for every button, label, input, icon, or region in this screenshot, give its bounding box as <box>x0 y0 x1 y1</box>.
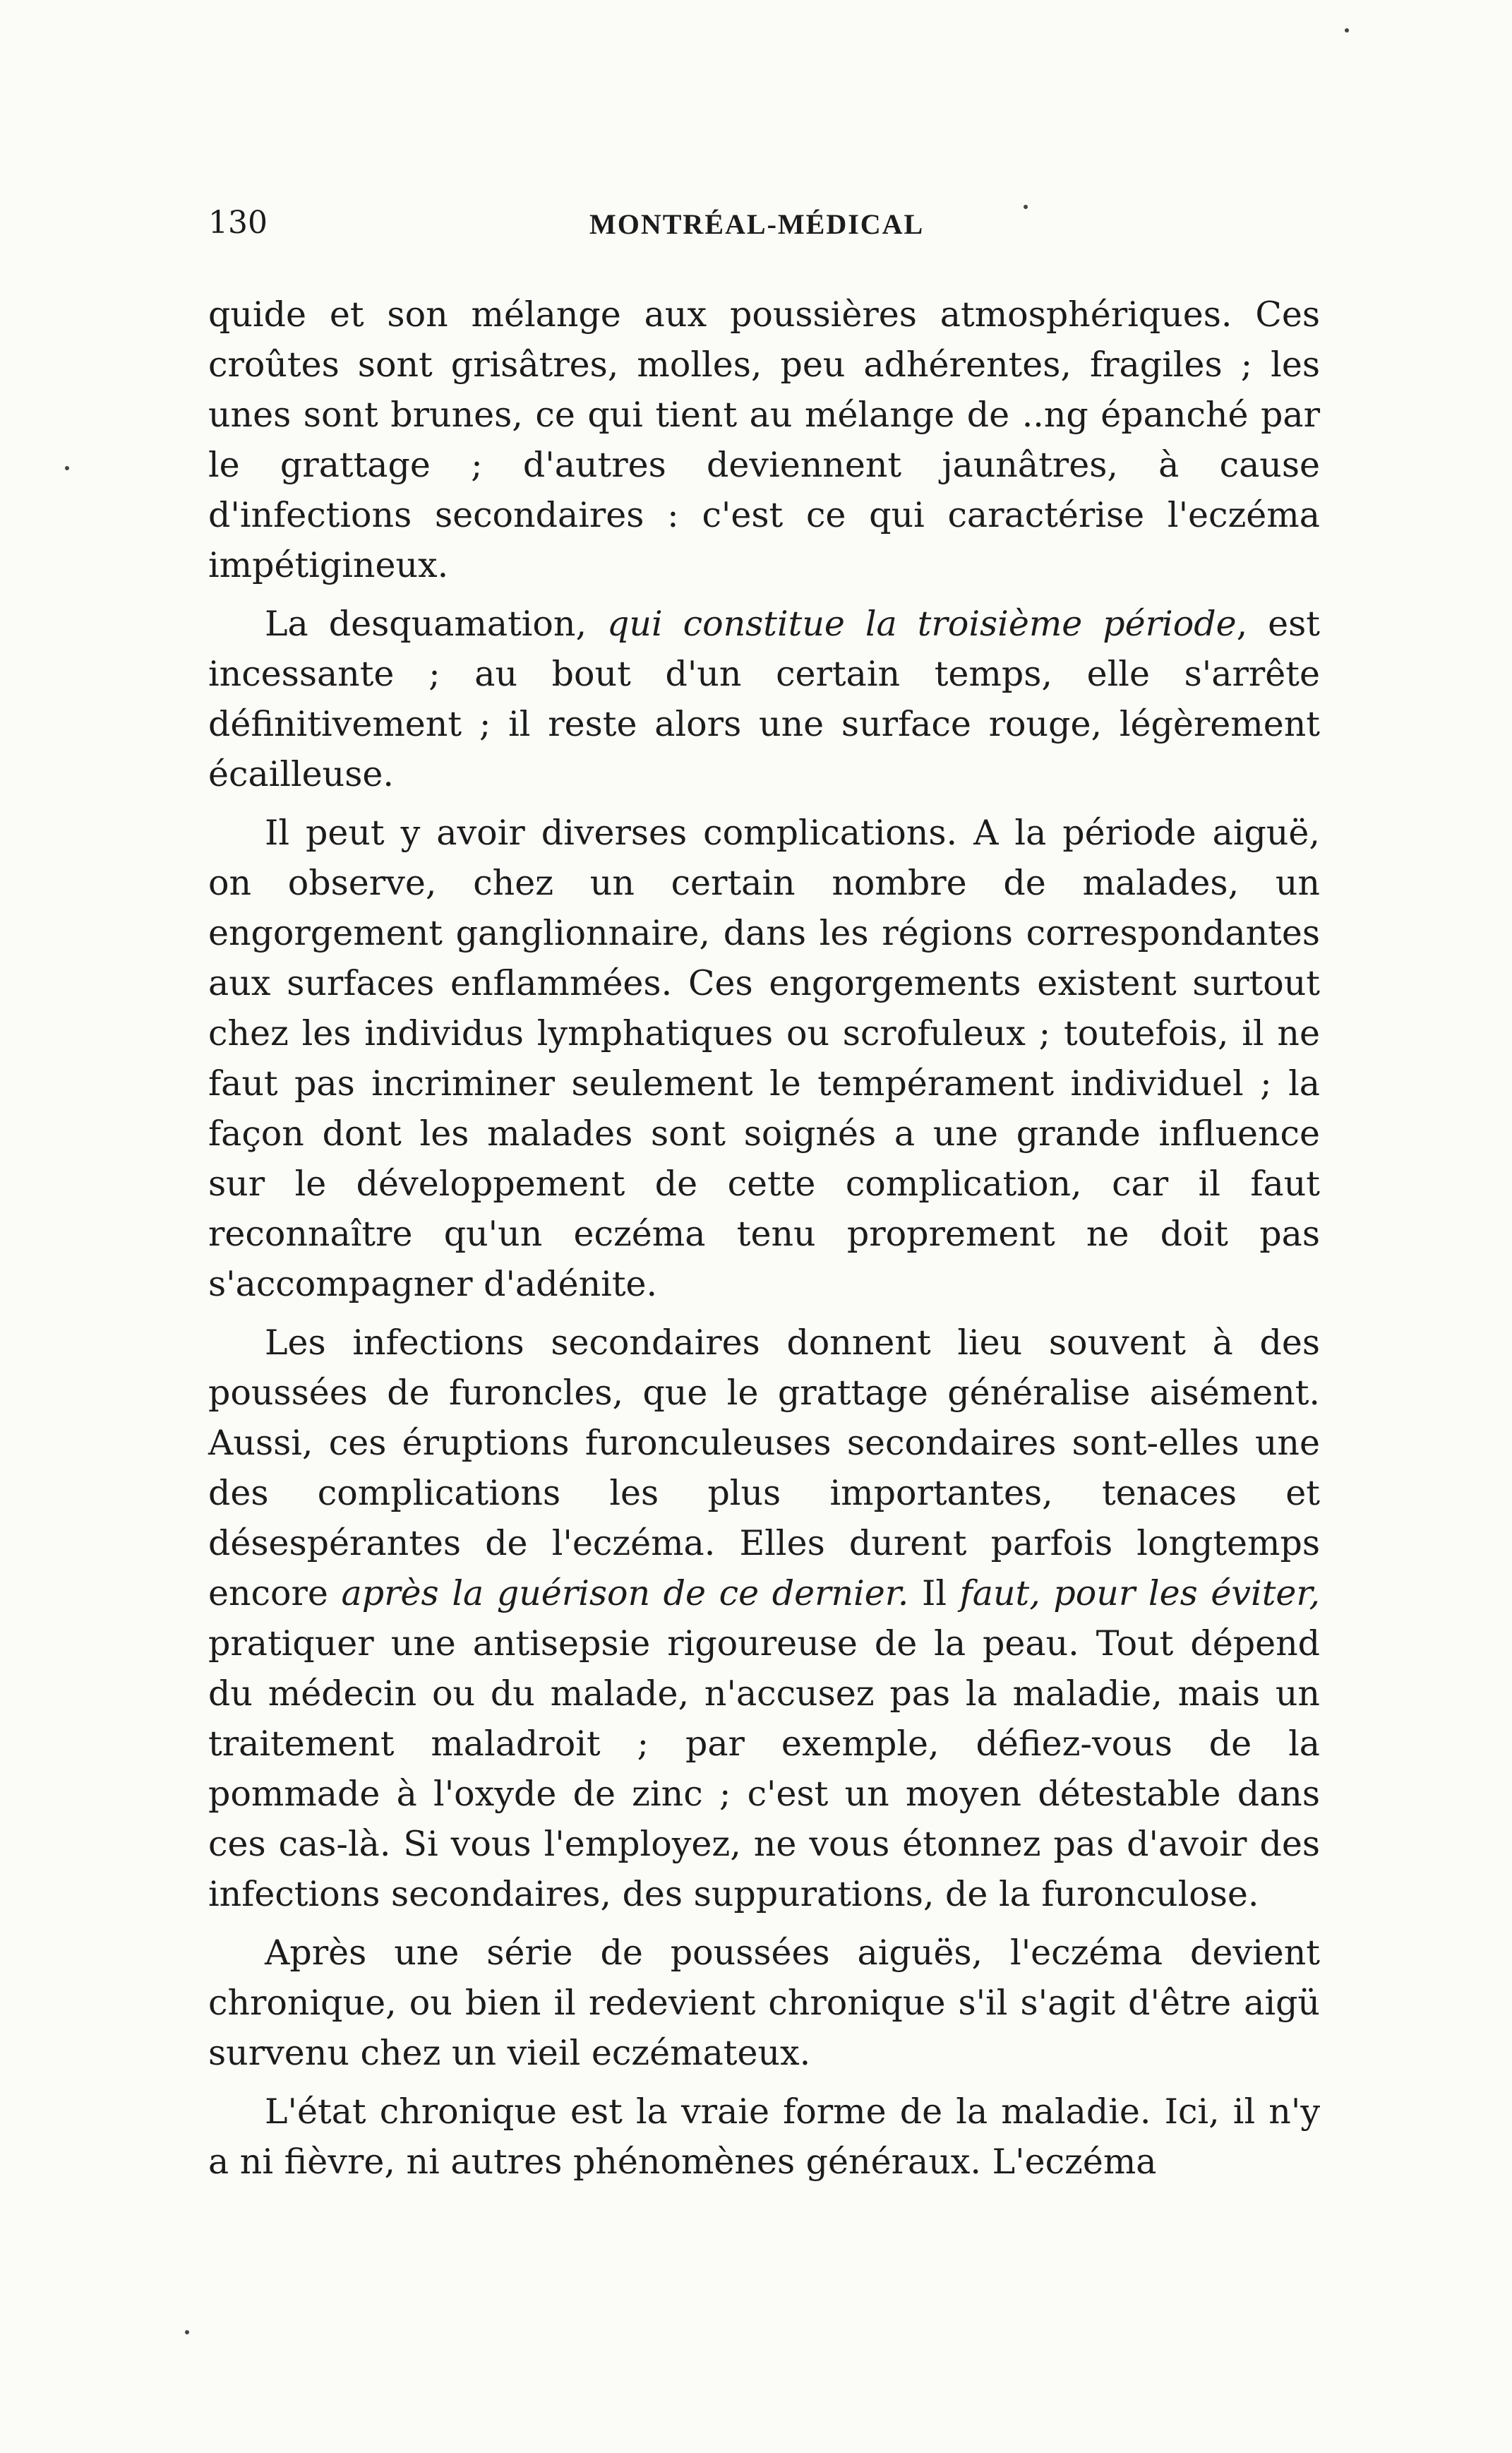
text-segment: La desquamation, <box>265 604 608 644</box>
page-number: 130 <box>208 205 268 241</box>
italic-segment: après la guérison de ce dernier. <box>341 1573 909 1613</box>
italic-segment: faut, pour les éviter, <box>959 1573 1320 1613</box>
scan-speck <box>65 466 69 470</box>
paragraph-4 <box>208 1318 1320 1919</box>
scan-speck <box>185 2330 189 2334</box>
text-segment: , est incessante ; au bout d'un certain temps, elle s'arrête définitivement ; il reste alors une surface rouge, légèrement écailleuse. <box>208 604 1320 794</box>
text-segment: Après une série de poussées aiguës, l'eczéma devient chronique, ou bien il redevient chronique s'il s'agit d'être aigü survenu chez un vieil eczémateux. <box>208 1933 1320 2073</box>
text-segment: pratiquer une antisepsie rigoureuse de la peau. Tout dépend du médecin ou du malade, n'accusez pas la maladie, mais un traitement maladroit ; par exemple, défiez-vous de la pommade à l'oxyde de zinc ; c'est un moyen détestable dans ces cas-là. Si vous l'employez, ne vous étonnez pas d'avoir des infections secondaires, des suppurations, de la furonculose. <box>208 1623 1320 1914</box>
body-text <box>208 290 1320 2187</box>
scan-speck <box>1024 205 1028 209</box>
text-segment: L'état chronique est la vraie forme de la maladie. Ici, il n'y a ni fièvre, ni autres phénomènes généraux. L'eczéma <box>208 2091 1320 2182</box>
text-segment: Les infections secondaires donnent lieu souvent à des poussées de furoncles, que le grattage généralise aisément. Aussi, ces éruptions furonculeuses secondaires sont-elles une des complications les plus importantes, tenaces et désespérantes de l'eczéma. Elles durent parfois longtemps encore <box>208 1323 1320 1613</box>
paragraph-6 <box>208 2087 1320 2187</box>
text-segment: Il <box>908 1573 960 1613</box>
scan-speck <box>1345 28 1349 32</box>
paragraph-3 <box>208 808 1320 1309</box>
text-segment: quide et son mélange aux poussières atmosphériques. Ces croûtes sont grisâtres, molles, peu adhérentes, fragiles ; les unes sont brunes, ce qui tient au mélange de ..ng épanché par le grattage ; d'autres deviennent jaunâtres, à cause d'infections secondaires : c'est ce qui caractérise l'eczéma impétigineux. <box>208 294 1320 585</box>
paragraph-2 <box>208 599 1320 799</box>
paragraph-5 <box>208 1928 1320 2078</box>
paragraph-1 <box>208 290 1320 590</box>
page-header <box>208 191 1320 247</box>
book-page <box>208 191 1320 2195</box>
text-segment: Il peut y avoir diverses complications. A la période aiguë, on observe, chez un certain nombre de malades, un engorgement ganglionnaire, dans les régions correspondantes aux surfaces enflammées. Ces engorgements existent surtout chez les individus lymphatiques ou scrofuleux ; toutefois, il ne faut pas incriminer seulement le tempérament individuel ; la façon dont les malades sont soignés a une grande influence sur le développement de cette complication, car il faut reconnaître qu'un eczéma tenu proprement ne doit pas s'accompagner d'adénite. <box>208 813 1320 1304</box>
italic-segment: qui constitue la troisième période <box>607 604 1237 644</box>
running-head: MONTRÉAL-MÉDICAL <box>589 208 925 240</box>
